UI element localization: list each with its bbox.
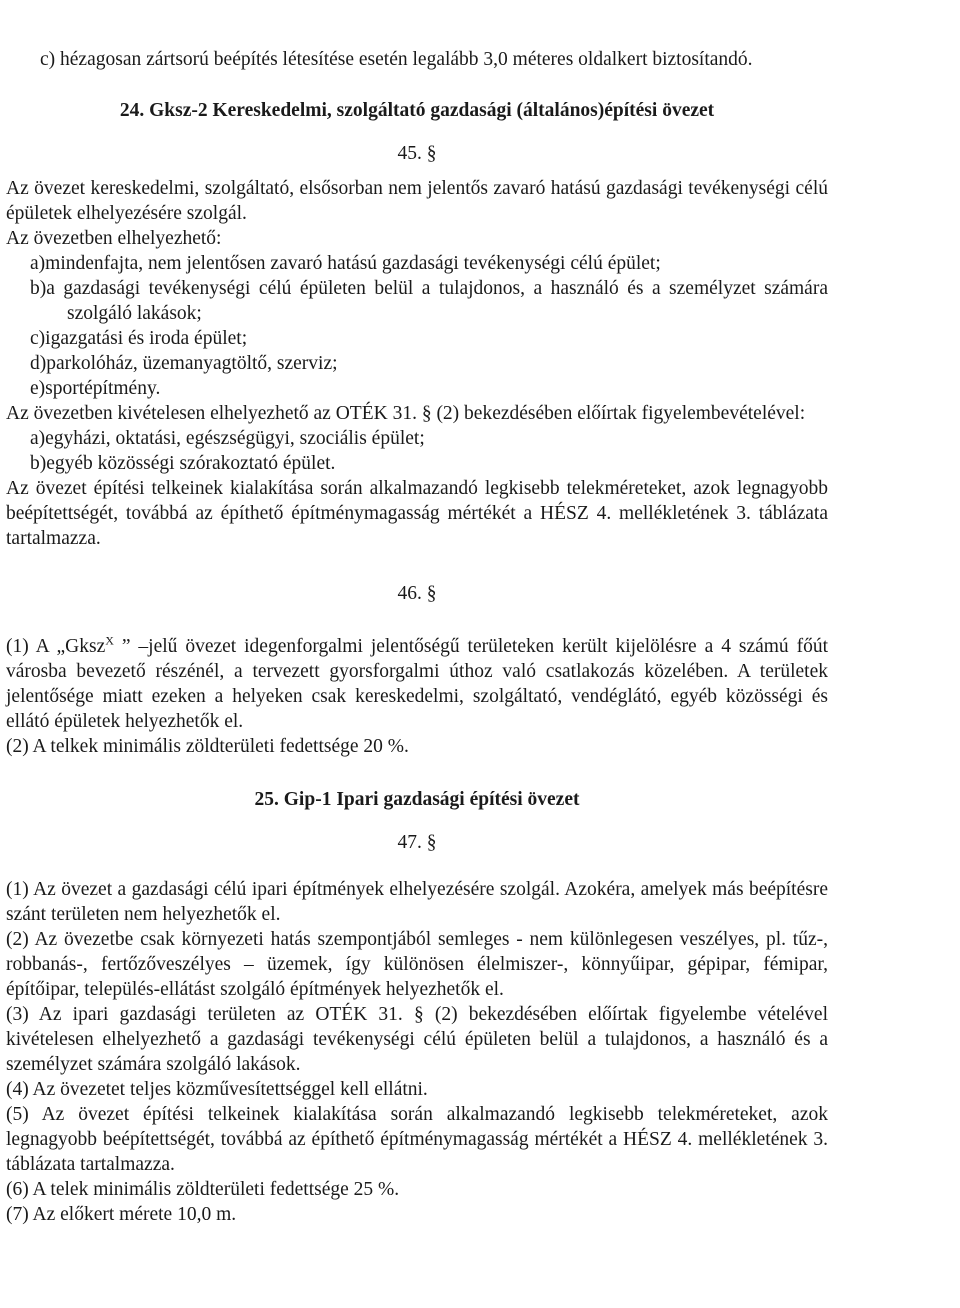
s45-paragraph-3: Az övezetben kivételesen elhelyezhető az OTÉK 31. § (2) bekezdésében előírtak figyelembevételével: [6, 403, 806, 424]
list-item: a)mindenfajta, nem jelentősen zavaró hatású gazdasági tevékenységi célú épület; [30, 253, 661, 274]
s47-item-7: (7) Az előkert mérete 10,0 m. [6, 1204, 237, 1225]
s45-paragraph-4: Az övezet építési telkeinek kialakítása során alkalmazandó legkisebb telekméreteket, azok legnagyobb beépítettségét, továbbá az építhető építménymagasság mértékét a HÉSZ 4. mellékletének 3. táblázata tartalmazza. [6, 478, 828, 549]
s46-paragraph-1: (1) A „Gksz$^X$ ” –jelű övezet idegenforgalmi jelentőségű területeken került kijelölésre a 4 számú főút városba bevezető részénél, a tervezett gyorsforgalmi úthoz való csatlakozás közelében. A területek jelentősége miatt ezeken a helyeken csak kereskedelmi, szolgáltató, vendéglátó, egyéb közösségi és ellátó épületek helyezhetők el. [6, 633, 829, 732]
section-46-title: 46. § [397, 583, 437, 604]
zone-25-title: 25. Gip-1 Ipari gazdasági építési övezet [254, 789, 580, 810]
s47-items [6, 877, 828, 1227]
s47-item-5: (5) Az övezet építési telkeinek kialakítása során alkalmazandó legkisebb telekméreteket, azok legnagyobb beépítettségét, továbbá az építhető építménymagasság mértékét a HÉSZ 4. mellékletének 3. táblázata tartalmazza. [6, 1104, 828, 1175]
s45-paragraph-1: Az övezet kereskedelmi, szolgáltató, elsősorban nem jelentős zavaró hatású gazdasági tevékenységi célú épületek elhelyezésére szolgál. [6, 178, 828, 224]
s45-list-2 [6, 426, 828, 476]
document-page [6, 47, 828, 1227]
s47-item-4: (4) Az övezetet teljes közművesítettséggel kell ellátni. [6, 1079, 428, 1100]
zone-24-title: 24. Gksz-2 Kereskedelmi, szolgáltató gazdasági (általános)építési övezet [119, 100, 715, 121]
s47-item-1: (1) Az övezet a gazdasági célú ipari építmények elhelyezésére szolgál. Azokéra, amelyek más beépítésre szánt területen nem helyezhetők el. [6, 879, 828, 925]
superscript-x: X [105, 633, 114, 648]
s45-paragraph-2: Az övezetben elhelyezhető: [6, 228, 222, 249]
list-item: b)egyéb közösségi szórakoztató épület. [30, 453, 336, 474]
s46-paragraph-2: (2) A telkek minimális zöldterületi fedettsége 20 %. [6, 736, 409, 757]
s45-list-1 [6, 251, 828, 401]
list-item: a)egyházi, oktatási, egészségügyi, szociális épület; [30, 428, 425, 449]
s47-item-3: (3) Az ipari gazdasági területen az OTÉK 31. § (2) bekezdésében előírtak figyelembe vételével kivételesen elhelyezhető a gazdasági tevékenységi célú épületen belül a tulajdonos, a használó és a személyzet számára szolgáló lakások. [6, 1004, 828, 1075]
s47-item-2: (2) Az övezetbe csak környezeti hatás szempontjából semleges - nem különlegesen veszélyes, pl. tűz-, robbanás-, fertőzőveszélyes – üzemek, így különösen élelmiszer-, könnyűipar, gépipar, fémipar, építőipar, település-ellátást szolgáló építmények helyezhetők el. [6, 929, 828, 1000]
list-item: c)igazgatási és iroda épület; [30, 328, 248, 349]
item-c: c) hézagosan zártsorú beépítés létesítése esetén legalább 3,0 méteres oldalkert biztosítandó. [40, 49, 753, 70]
list-item: b)a gazdasági tevékenységi célú épületen belül a tulajdonos, a használó és a személyzet számára szolgáló lakások; [30, 278, 828, 324]
list-item: e)sportépítmény. [30, 378, 161, 399]
s47-item-6: (6) A telek minimális zöldterületi fedettsége 25 %. [6, 1179, 400, 1200]
section-47-title: 47. § [397, 832, 437, 853]
section-45-title: 45. § [397, 143, 437, 164]
list-item: d)parkolóház, üzemanyagtöltő, szerviz; [30, 353, 338, 374]
